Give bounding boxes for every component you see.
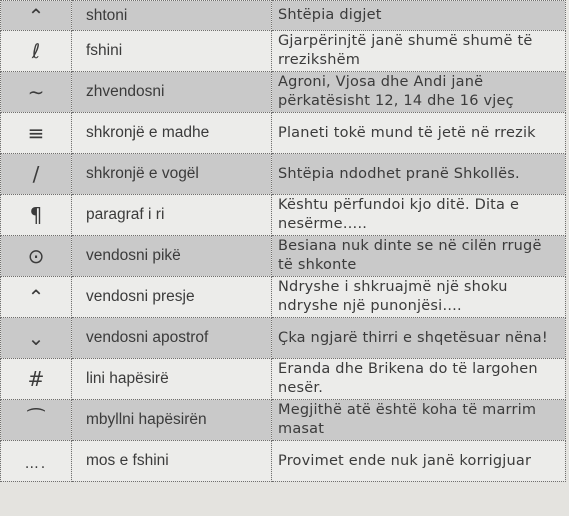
mark-name: vendosni pikë [72,236,272,277]
delete-loop-icon: ℓ [31,39,41,63]
apostrophe-vee-icon: ⌄ [27,326,45,350]
mark-name: mbyllni hapësirën [72,400,272,441]
mark-name: fshini [72,31,272,72]
table-row [1,318,566,359]
symbol-cell [1,1,72,31]
table-row [1,236,566,277]
symbol-cell [1,72,72,113]
mark-name: shtoni [72,1,272,31]
example-text: Eranda dhe Brikena do të largohen nesër. [272,359,566,400]
table-row [1,359,566,400]
mark-name: shkronjë e madhe [72,113,272,154]
example-text: Besiana nuk dinte se në cilën rrugë të shkonte [272,236,566,277]
table-row [1,277,566,318]
symbol-cell [1,277,72,318]
symbol-cell [1,236,72,277]
example-text: Provimet ende nuk janë korrigjuar [272,441,566,482]
table-row [1,441,566,482]
example-text: Planeti tokë mund të jetë në rrezik [272,113,566,154]
symbol-cell [1,31,72,72]
table-row [1,72,566,113]
table-row [1,1,566,31]
mark-name: zhvendosni [72,72,272,113]
symbol-cell [1,441,72,482]
table-row [1,195,566,236]
slash-icon: / [32,162,40,186]
mark-name: paragraf i ri [72,195,272,236]
symbol-cell [1,318,72,359]
example-text: Agroni, Vjosa dhe Andi janë përkatësisht 12, 14 dhe 16 vjeç [272,72,566,113]
circled-dot-icon: ⊙ [27,244,45,268]
table-row [1,154,566,195]
table-row [1,400,566,441]
mark-name: lini hapësirë [72,359,272,400]
transpose-wave-icon: ∼ [27,80,45,104]
hash-space-icon: # [27,367,45,391]
paragraph-icon: ¶ [29,203,43,227]
table-row [1,113,566,154]
comma-caret-icon: ⌃ [27,285,45,309]
close-space-icon: ⁀ [27,408,45,432]
example-text: Gjarpërinjtë janë shumë shumë të rrezikshëm [272,31,566,72]
mark-name: vendosni presje [72,277,272,318]
table-row [1,31,566,72]
caret-insert-icon: ⌃ [27,3,45,28]
example-text: Kështu përfundoi kjo ditë. Dita e nesërme….. [272,195,566,236]
example-text: Shtëpia ndodhet pranë Shkollës. [272,154,566,195]
symbol-cell [1,195,72,236]
mark-name: shkronjë e vogël [72,154,272,195]
example-text: Megjithë atë është koha të marrim masat [272,400,566,441]
example-text: Ndryshe i shkruajmë një shoku ndryshe një punonjësi…. [272,277,566,318]
example-text: Çka ngjarë thirri e shqetësuar nëna! [272,318,566,359]
symbol-cell [1,113,72,154]
symbol-cell [1,400,72,441]
triple-underline-icon: ≡ [27,121,45,145]
dots-stet-icon: …. [24,456,48,472]
mark-name: vendosni apostrof [72,318,272,359]
example-text: Shtëpia digjet [272,1,566,31]
symbol-cell [1,359,72,400]
mark-name: mos e fshini [72,441,272,482]
symbol-cell [1,154,72,195]
